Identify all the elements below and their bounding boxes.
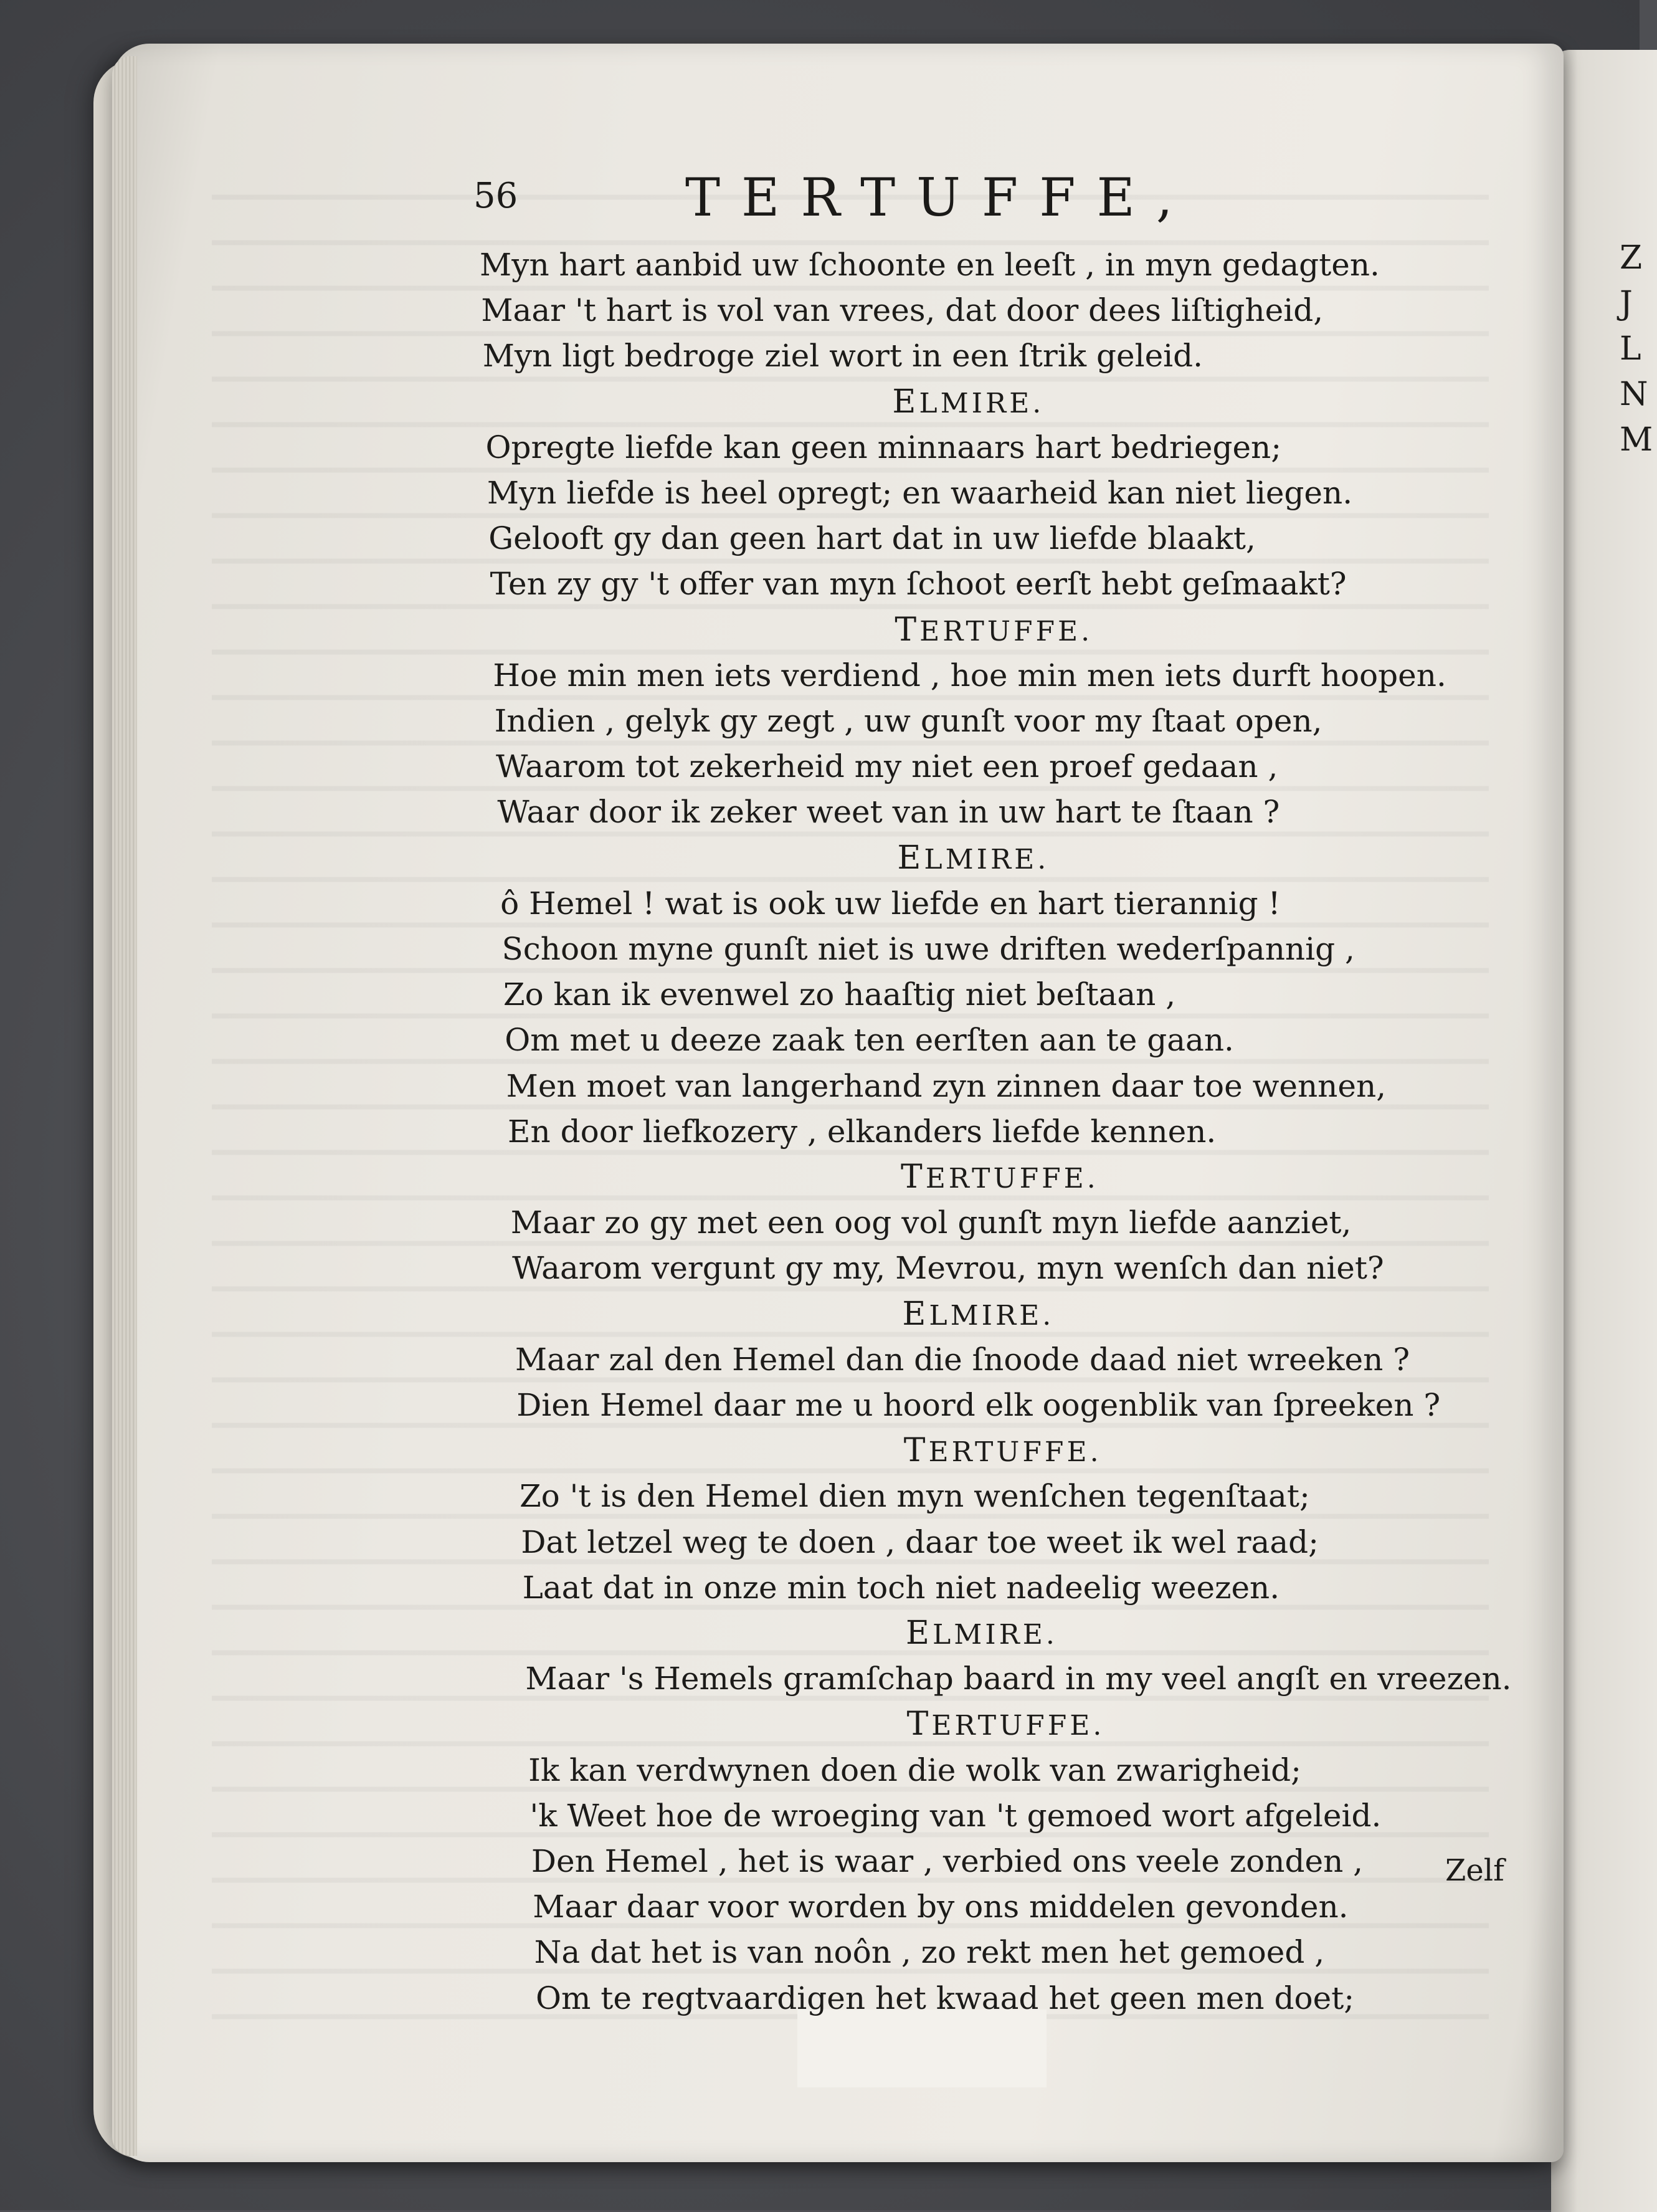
page-number: 56: [473, 176, 518, 216]
speaker-name: [892, 381, 1044, 422]
verse-line: Dat letzel weg te doen , daar toe weet ik wel raad;: [521, 1523, 1319, 1560]
verse-line: Laat dat in onze min toch niet nadeelig weezen.: [522, 1569, 1280, 1606]
speaker-name: [906, 1613, 1058, 1654]
speaker-rest: ERTUFFE.: [925, 1163, 1099, 1194]
facing-page-letter: L: [1620, 330, 1641, 368]
speaker-rest: LMIRE.: [929, 1299, 1055, 1332]
verse-line: Na dat het is van noôn , zo rekt men het gemoed ,: [534, 1934, 1325, 1971]
speaker-initial: E: [902, 1295, 929, 1333]
speaker-name: [904, 1430, 1102, 1471]
speaker-name: [901, 1156, 1099, 1198]
verse-line: Maar zal den Hemel dan die ſnoode daad niet wreeken ?: [515, 1341, 1410, 1378]
verse-line: Maar zo gy met een oog vol gunſt myn liefde aanziet,: [510, 1204, 1352, 1241]
verse-line: Ik kan verdwynen doen die wolk van zwarigheid;: [528, 1752, 1301, 1788]
page-edges: [112, 56, 137, 2156]
speaker-initial: T: [895, 611, 920, 649]
speaker-rest: ERTUFFE.: [931, 1710, 1105, 1742]
verse-line: Maar 't hart is vol van vrees, dat door dees liſtigheid,: [481, 292, 1324, 329]
verse-line: Indien , gelyk gy zegt , uw gunſt voor my ſtaat open,: [494, 703, 1322, 739]
speaker-initial: E: [906, 1614, 933, 1652]
verse-line: Maar daar voor worden by ons middelen gevonden.: [533, 1889, 1349, 1925]
verse-line: Dien Hemel daar me u hoord elk oogenblik van ſpreeken ?: [516, 1387, 1441, 1423]
verse-line: Schoon myne gunſt niet is uwe driften wederſpannig ,: [501, 931, 1355, 967]
speaker-name: [897, 837, 1049, 879]
speaker-name: [907, 1704, 1105, 1745]
facing-page-letters: [1620, 236, 1653, 463]
paper-slip: [797, 2009, 1047, 2087]
speaker-initial: T: [906, 1705, 932, 1743]
speaker-rest: LMIRE.: [924, 843, 1050, 875]
verse-line: En door liefkozery , elkanders liefde kennen.: [508, 1113, 1217, 1150]
speaker-initial: E: [892, 383, 919, 421]
facing-page-letter: M: [1620, 421, 1653, 459]
speaker-rest: LMIRE.: [932, 1619, 1058, 1651]
verse-line: Opregte liefde kan geen minnaars hart bedriegen;: [485, 429, 1282, 465]
verse-line: Om met u deeze zaak ten eerſten aan te gaan.: [505, 1022, 1234, 1059]
verse-line: Om te regtvaardigen het kwaad het geen men doet;: [536, 1980, 1355, 2016]
verse-line: Ten zy gy 't offer van myn ſchoot eerſt hebt geſmaakt?: [490, 566, 1347, 603]
verse-line: Waar door ik zeker weet van in uw hart te ſtaan ?: [497, 794, 1280, 831]
verse-line: Men moet van langerhand zyn zinnen daar toe wennen,: [506, 1067, 1387, 1104]
speaker-rest: ERTUFFE.: [928, 1436, 1102, 1469]
facing-page-letter: J: [1620, 285, 1633, 322]
verse-line: Maar 's Hemels gramſchap baard in my veel angſt en vreezen.: [525, 1661, 1512, 1697]
speaker-initial: T: [903, 1432, 929, 1470]
verse-line: Myn ligt bedroge ziel wort in een ſtrik geleid.: [482, 338, 1204, 374]
verse-line: Zo kan ik evenwel zo haaſtig niet beſtaan ,: [503, 976, 1176, 1013]
speaker-rest: ERTUFFE.: [919, 615, 1093, 647]
verse-line: Den Hemel , het is waar , verbied ons veele zonden ,: [531, 1843, 1364, 1879]
verse-line: Gelooft gy dan geen hart dat in uw liefde blaakt,: [488, 520, 1256, 557]
verse-line: 'k Weet hoe de wroeging van 't gemoed wort afgeleid.: [529, 1797, 1382, 1834]
verse-line: Myn hart aanbid uw ſchoonte en leeſt , in myn gedagten.: [480, 247, 1380, 283]
catchword: Zelf: [1445, 1853, 1504, 1888]
speaker-name: [902, 1294, 1054, 1335]
facing-page-letter: N: [1620, 376, 1648, 413]
speaker-initial: E: [897, 839, 924, 877]
speaker-rest: LMIRE.: [919, 387, 1045, 419]
speaker-initial: T: [901, 1158, 926, 1196]
verse-line: Waarom vergunt gy my, Mevrou, myn wenſch dan niet?: [512, 1250, 1384, 1287]
verse-line: ô Hemel ! wat is ook uw liefde en hart tierannig !: [500, 885, 1281, 922]
verse-line: Zo 't is den Hemel dien myn wenſchen tegenſtaat;: [519, 1478, 1310, 1515]
verse-line: Myn liefde is heel opregt; en waarheid kan niet liegen.: [487, 475, 1353, 511]
speaker-name: [895, 609, 1093, 651]
verse-line: Hoe min men iets verdiend , hoe min men iets durft hoopen.: [493, 657, 1446, 694]
running-title: TERTUFFE,: [685, 167, 1194, 228]
page-header: [473, 163, 1383, 226]
verse-line: Waarom tot zekerheid my niet een proef gedaan ,: [496, 748, 1278, 785]
facing-page-letter: Z: [1620, 239, 1643, 277]
